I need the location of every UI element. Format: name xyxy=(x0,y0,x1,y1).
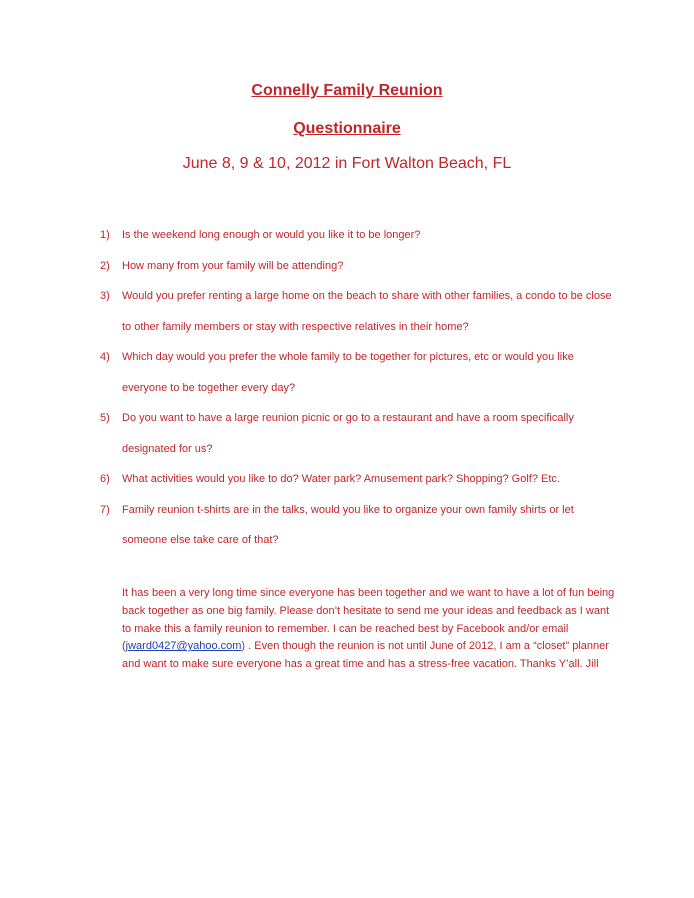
dates-location-line: June 8, 9 & 10, 2012 in Fort Walton Beach, FL xyxy=(182,155,512,172)
question-text: Is the weekend long enough or would you like it to be longer? xyxy=(122,229,421,241)
question-text: Family reunion t-shirts are in the talks, would you like to organize your own family shirts or let someone else take care of that? xyxy=(122,503,574,546)
question-item xyxy=(100,495,620,556)
question-number: 5) xyxy=(100,412,110,424)
question-item xyxy=(100,403,620,464)
question-number: 2) xyxy=(100,259,110,272)
document-title: Connelly Family Reunion xyxy=(251,82,443,99)
questionnaire-heading: Questionnaire xyxy=(293,120,401,137)
question-number: 7) xyxy=(100,503,110,516)
question-item xyxy=(100,281,620,342)
closing-paragraph xyxy=(122,585,617,674)
question-number: 1) xyxy=(100,229,110,241)
question-item xyxy=(100,220,620,251)
question-list xyxy=(100,220,620,556)
question-text: Do you want to have a large reunion picnic or go to a restaurant and have a room specifically designated for us? xyxy=(122,412,574,455)
question-number: 3) xyxy=(100,290,110,302)
email-link[interactable]: jward0427@yahoo.com xyxy=(125,640,242,653)
closing-text-start: It has been a very long time since everyone has been together and we want to have a lot of fun being back together as one big family. Please don’t hesitate to send me your ideas and feedback as I want to make this a family reunion to remember. I can be reached best by Facebook and/or email ( xyxy=(122,587,615,653)
question-text: What activities would you like to do? Water park? Amusement park? Shopping? Golf? Etc. xyxy=(122,473,560,485)
question-number: 4) xyxy=(100,351,110,363)
question-item xyxy=(100,342,620,403)
question-item xyxy=(100,464,620,495)
question-text: Would you prefer renting a large home on the beach to share with other families, a condo to be close to other family members or stay with respective relatives in their home? xyxy=(122,290,612,333)
question-item xyxy=(100,251,620,282)
question-number: 6) xyxy=(100,473,110,485)
question-text: How many from your family will be attending? xyxy=(122,259,344,272)
question-text: Which day would you prefer the whole family to be together for pictures, etc or would you like everyone to be together every day? xyxy=(122,351,574,394)
closing-text-end: ) . Even though the reunion is not until June of 2012, I am a “closet” planner and want to make sure everyone has a great time and has a stress-free vacation. Thanks Y’all. Jill xyxy=(122,640,609,671)
